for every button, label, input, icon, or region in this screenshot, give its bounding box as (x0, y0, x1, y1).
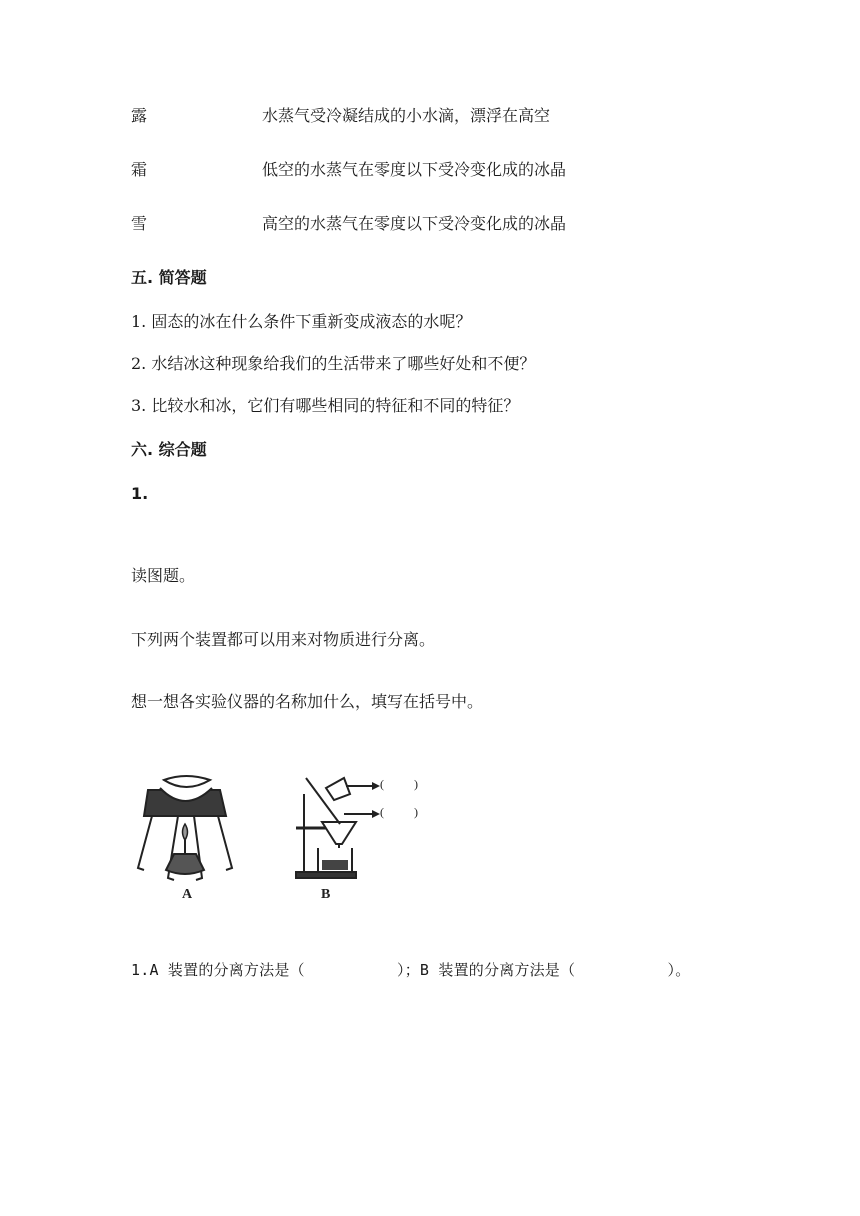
section-6-title: 六. 综合题 (131, 440, 207, 459)
answer-bracket-2: ( ) (380, 805, 418, 819)
description-snow: 高空的水蒸气在零度以下受冷变化成的冰晶 (262, 214, 567, 233)
label-b: B (321, 887, 331, 902)
term-dew: 露 (131, 106, 148, 125)
question-6-line-3: 想一想各实验仪器的名称加什么，填写在括号中。 (131, 692, 484, 711)
apparatus-a-evaporation (138, 776, 232, 880)
question-6-sub-1: 1.A 装置的分离方法是（ ）；B 装置的分离方法是（ ）。 (131, 961, 691, 979)
term-frost: 霜 (131, 160, 148, 179)
apparatus-figure (130, 766, 460, 906)
description-dew: 水蒸气受冷凝结成的小水滴，漂浮在高空 (262, 106, 551, 125)
apparatus-b-filtration (296, 778, 380, 878)
label-a: A (182, 887, 193, 902)
question-6-line-2: 下列两个装置都可以用来对物质进行分离。 (131, 630, 436, 649)
term-snow: 雪 (131, 214, 148, 233)
question-6-number: 1. (131, 484, 149, 503)
question-6-line-1: 读图题。 (131, 566, 196, 585)
description-frost: 低空的水蒸气在零度以下受冷变化成的冰晶 (262, 160, 567, 179)
question-5-2: 2. 水结冰这种现象给我们的生活带来了哪些好处和不便？ (131, 354, 536, 373)
question-5-3: 3. 比较水和冰，它们有哪些相同的特征和不同的特征？ (131, 396, 520, 415)
answer-bracket-1: ( ) (380, 777, 418, 791)
question-5-1: 1. 固态的冰在什么条件下重新变成液态的水呢？ (131, 312, 472, 331)
section-5-title: 五. 简答题 (131, 268, 207, 287)
